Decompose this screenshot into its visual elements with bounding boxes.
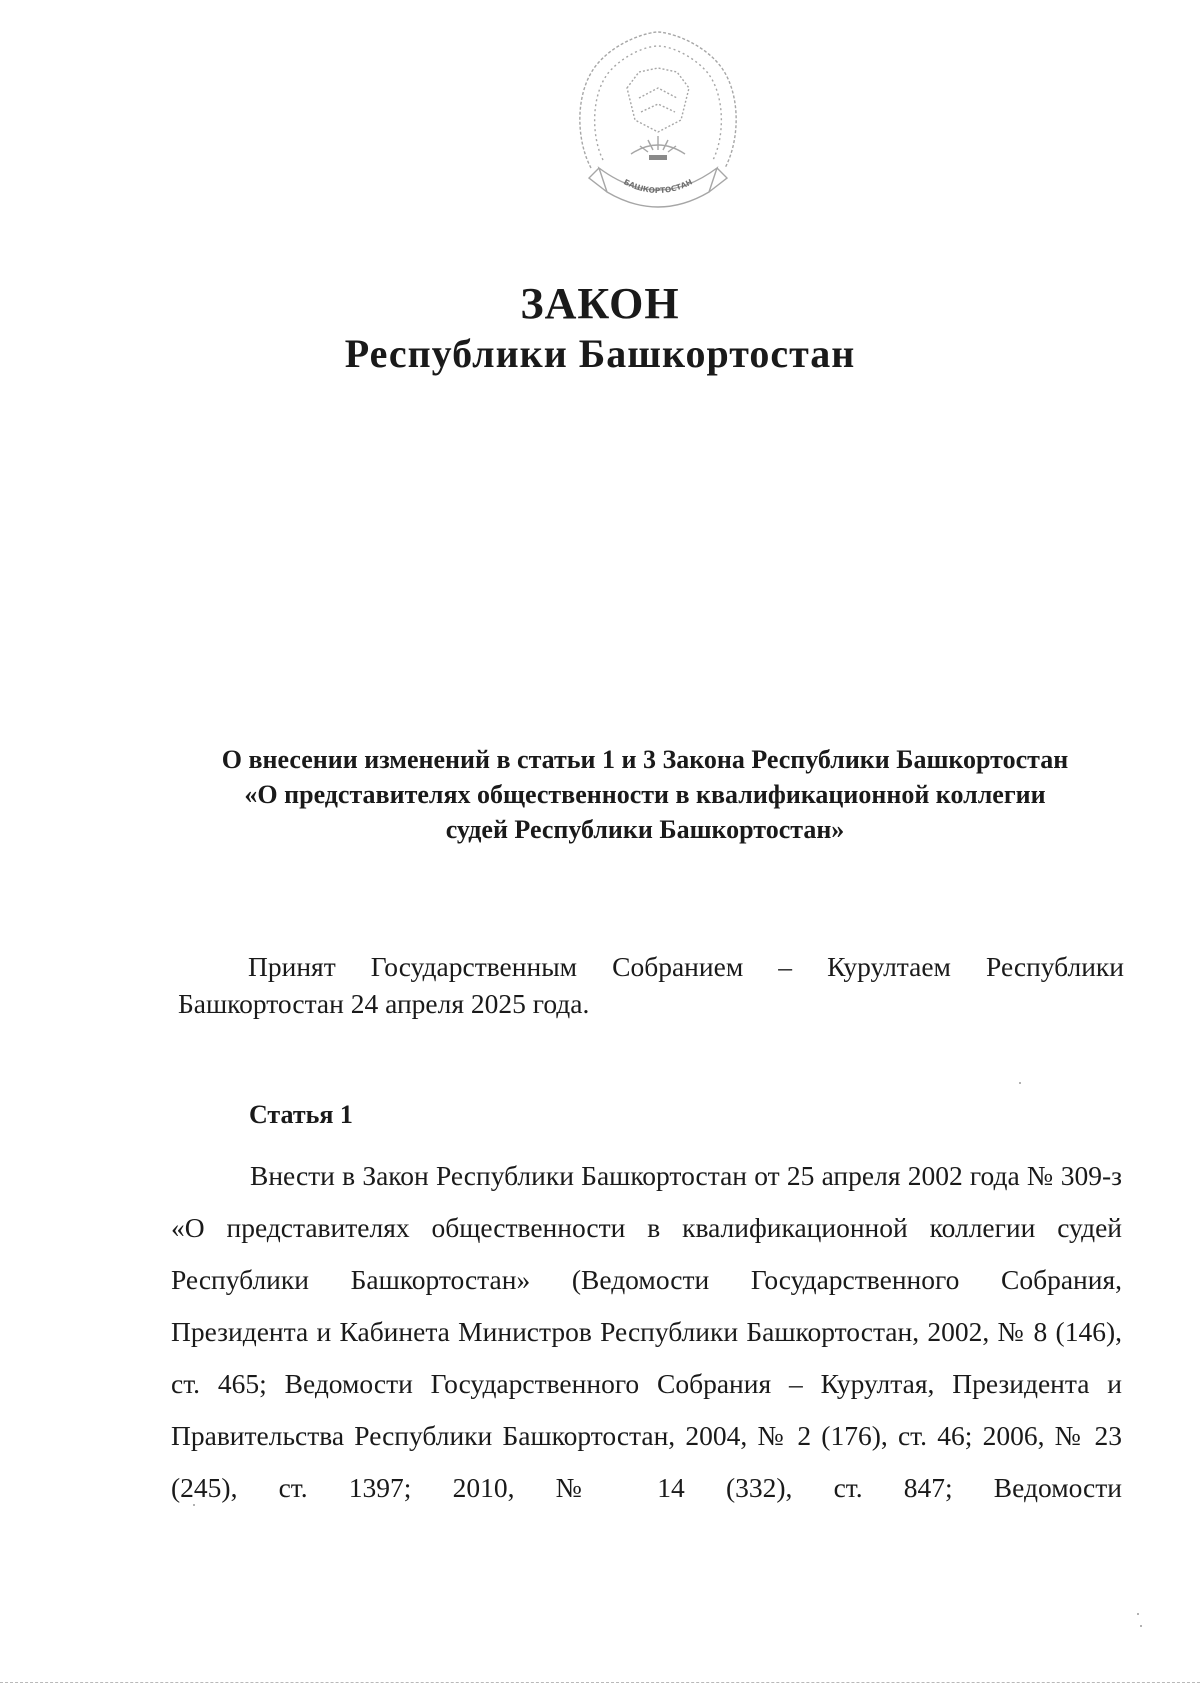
document-title: ЗАКОН (520, 279, 680, 328)
law-subject-line-3: судей Республики Башкортостан» (445, 815, 845, 844)
scan-speck (1140, 1625, 1142, 1627)
emblem-ribbon-text: БАШКОРТОСТАН (622, 177, 694, 196)
scan-speck (1137, 1613, 1139, 1615)
svg-text:БАШКОРТОСТАН (622, 177, 694, 195)
article-1-heading: Статья 1 (249, 1100, 353, 1129)
document-subtitle: Республики Башкортостан (344, 331, 856, 376)
article-1-text: Внести в Закон Республики Башкортостан от 25 апреля 2002 года № 309-з «О представителях общественности в квалификационной коллегии судей Республики Башкортостан» (Ведомости Государственного Собрания, Президента и Кабинета Министров Республики Башкортостан, 2002, № 8 (146), ст. 465; Ведомости Государственного Собрания – Курултая, Президента и Правительства Республики Башкортостан, 2004, № 2 (176), ст. 46; 2006, № 23 (245), ст. 1397; 2010, № 14 (332), ст. 847; Ведомости (171, 1160, 1122, 1503)
scan-speck (1019, 1082, 1021, 1084)
bashkortostan-emblem-icon (569, 28, 747, 218)
law-subject (170, 742, 1120, 847)
law-subject-line-2: «О представителях общественности в квалификационной коллегии (244, 780, 1046, 809)
law-subject-line-1: О внесении изменений в статьи 1 и 3 Закона Республики Башкортостан (221, 745, 1069, 774)
adoption-statement: Принят Государственным Собранием – Курултаем Республики Башкортостан 24 апреля 2025 года. (178, 951, 1124, 1019)
scan-speck (193, 1504, 195, 1506)
page-bottom-edge (0, 1682, 1200, 1683)
